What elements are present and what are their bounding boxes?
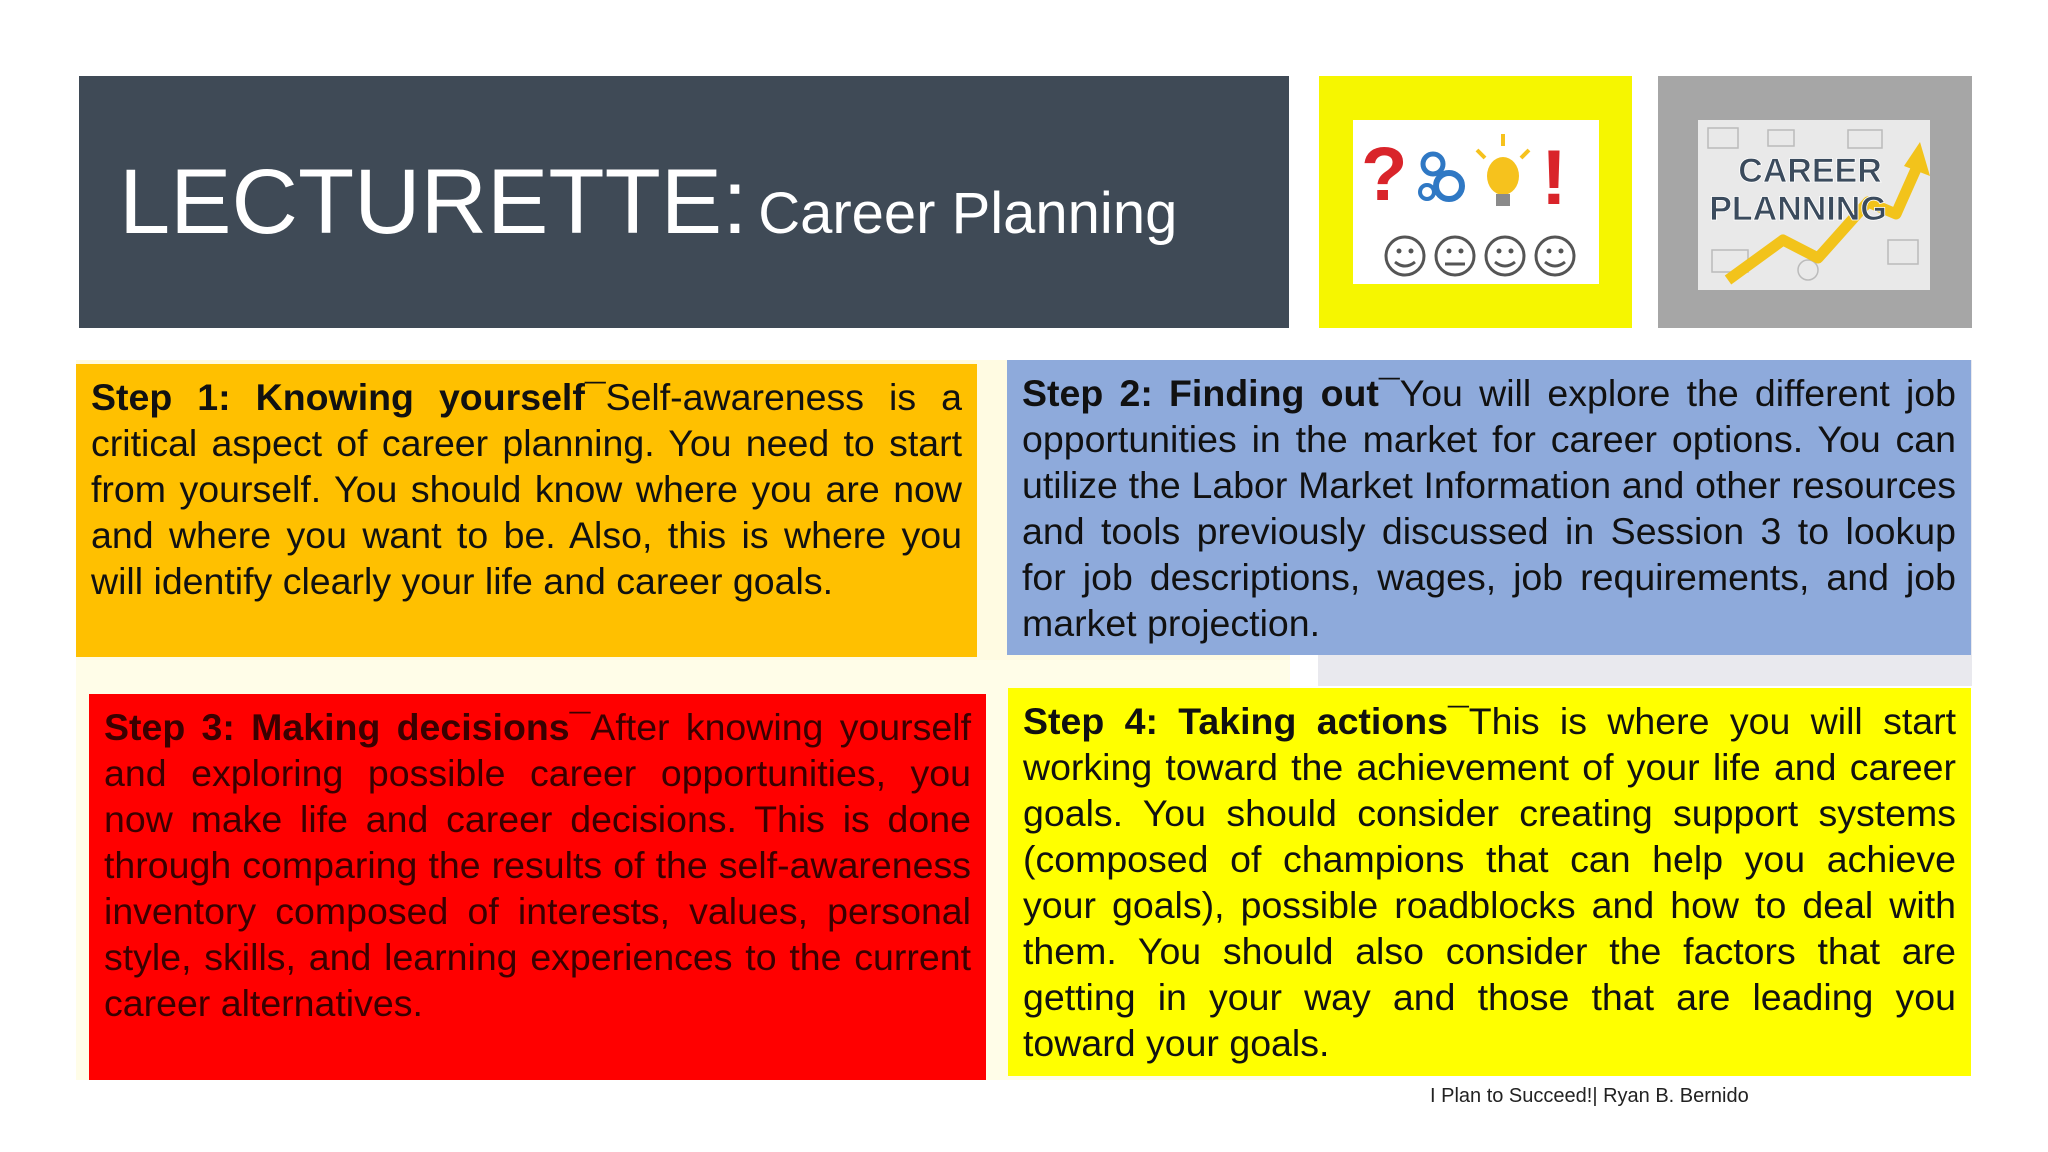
step-separator: ¯: [1448, 700, 1469, 742]
step-1-text: Self-awareness is a critical aspect of career planning. You need to start from yourself. You should know where you are now and where you want to be. Also, this is where you will identify clearly your life and career goals.: [91, 376, 962, 602]
title-sub: Career Planning: [758, 181, 1178, 246]
slide-title: [119, 151, 1178, 253]
step-4-text: This is where you will start working toward the achievement of your life and career goals. You should consider creating support systems (composed of champions that can help you achieve your goals), possible roadblocks and how to deal with them. You should also consider the factors that are getting in your way and those that are leading you toward your goals.: [1023, 700, 1957, 1064]
step-3-label: Step 3: Making decisions: [104, 706, 570, 748]
title-banner: [79, 76, 1289, 328]
svg-text:?: ?: [1361, 132, 1408, 217]
ideas-illustration-icon: [1353, 120, 1599, 284]
ideas-image-frame: [1319, 76, 1632, 328]
career-image-text-2: PLANNING: [1709, 190, 1887, 228]
step-1-box: [76, 364, 977, 657]
career-planning-illustration-icon: [1698, 120, 1930, 290]
career-planning-image: [1698, 120, 1930, 290]
step-separator: ¯: [584, 376, 606, 418]
step-separator: ¯: [569, 706, 591, 748]
step-1-label: Step 1: Knowing yourself: [91, 376, 585, 418]
step-2-text: You will explore the different job opportunities in the market for career options. You can utilize the Labor Market Information and other resources and tools previously discussed in Session 3 to lookup for job descriptions, wages, job requirements, and job market projection.: [1022, 372, 1956, 644]
step-3-text: After knowing yourself and exploring possible career opportunities, you now make life and career decisions. This is done through comparing the results of the self-awareness inventory composed of interests, values, personal style, skills, and learning experiences to the current career alternatives.: [104, 706, 971, 1024]
title-main: LECTURETTE:: [119, 151, 748, 253]
svg-text:!: !: [1541, 133, 1567, 221]
step-3-box: [89, 694, 986, 1080]
ideas-image: [1353, 120, 1599, 284]
step-separator: ¯: [1378, 372, 1400, 414]
career-image-text-1: CAREER: [1738, 152, 1882, 190]
step-4-label: Step 4: Taking actions: [1023, 700, 1449, 742]
step-2-box: [1007, 360, 1971, 655]
step-2-label: Step 2: Finding out: [1022, 372, 1379, 414]
career-planning-image-frame: [1658, 76, 1972, 328]
step-4-box: [1008, 688, 1971, 1076]
footer-credit: I Plan to Succeed!| Ryan B. Bernido: [1430, 1085, 1749, 1107]
